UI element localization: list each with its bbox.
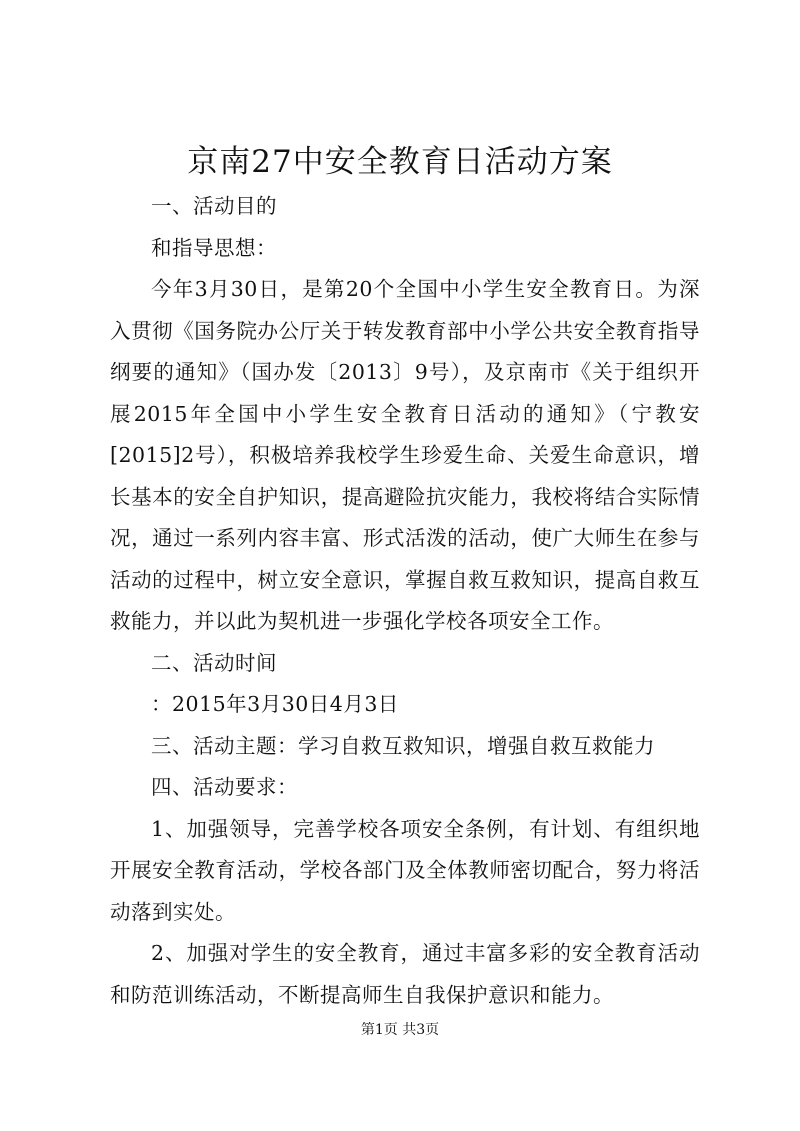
page-footer: 第1页 共3页 [360, 1022, 440, 1038]
activity-time-text: ：2015年3月30日4月3日 [151, 692, 399, 716]
section-heading-requirements: 四、活动要求： [151, 775, 298, 799]
section-subheading-guiding-thought: 和指导思想： [151, 235, 277, 260]
document-body [110, 186, 700, 1016]
section-heading-theme: 三、活动主题：学习自救互救知识，增强自救互救能力 [151, 733, 655, 758]
requirement-item-2: 2、加强对学生的安全教育，通过丰富多彩的安全教育活动和防范训练活动，不断提高师生自我保护意识和能力。 [110, 941, 700, 1007]
body-paragraph-purpose: 今年3月30日，是第20个全国中小学生安全教育日。为深入贯彻《国务院办公厅关于转发教育部中小学公共安全教育指导纲要的通知》（国办发〔2013〕9号），及京南市《关于组织开展2015年全国中小学生安全教育日活动的通知》（宁教安[2015]2号），积极培养我校学生珍爱生命、关爱生命意识，增长基本的安全自护知识，提高避险抗灾能力，我校将结合实际情况，通过一系列内容丰富、形式活泼的活动，使广大师生在参与活动的过程中，树立安全意识，掌握自救互救知识，提高自救互救能力，并以此为契机进一步强化学校各项安全工作。 [110, 277, 700, 633]
section-heading-purpose: 一、活动目的 [151, 194, 277, 218]
requirement-item-1: 1、加强领导，完善学校各项安全条例，有计划、有组织地开展安全教育活动，学校各部门及全体教师密切配合，努力将活动落到实处。 [110, 816, 700, 924]
document-title: 京南27中安全教育日活动方案 [187, 144, 613, 180]
section-heading-time: 二、活动时间 [151, 650, 277, 675]
